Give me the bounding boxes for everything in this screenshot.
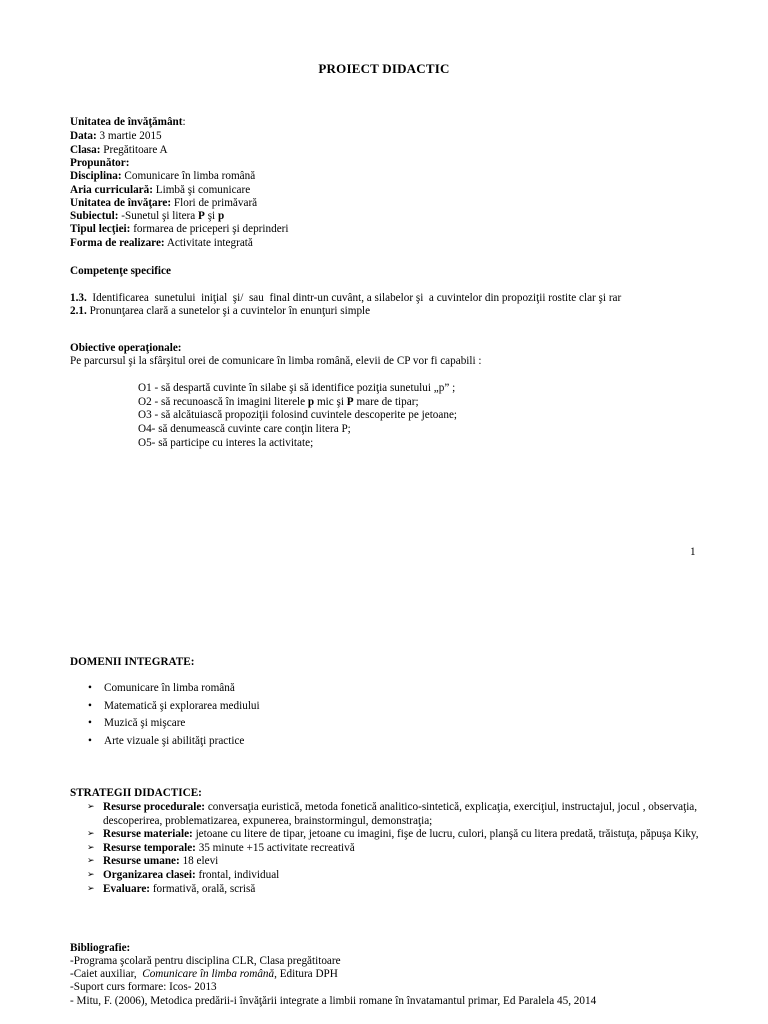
- obiective-intro: Pe parcursul şi la sfârşitul orei de comunicare în limba română, elevii de CP vor fi capabili :: [70, 355, 482, 367]
- competenta-2-1: 2.1. Pronunţarea clară a sunetelor şi a cuvintelor în enunţuri simple: [70, 305, 371, 317]
- arrow-bullet-icon: ➢: [87, 869, 95, 880]
- field-aria-curriculara: Aria curriculară: Limbă şi comunicare: [70, 184, 251, 196]
- bibliografie-item-3: -Suport curs formare: Icos- 2013: [70, 981, 217, 993]
- objective-o3: O3 - să alcătuiască propoziţii folosind cuvintele descoperite pe jetoane;: [138, 409, 458, 421]
- competente-heading: Competenţe specifice: [70, 265, 171, 277]
- bibliografie-item-1: -Programa şcolară pentru disciplina CLR, Clasa pregătitoare: [70, 955, 341, 967]
- list-item: ➢ Resurse procedurale: conversaţia euristică, metoda fonetică analitico-sintetică, explicaţia, exerciţiul, instructajul, jocul , observaţia, descoperirea, problematizarea, expunerea, brainstormingul, demonstraţia;: [87, 801, 698, 827]
- list-item: ➢ Resurse temporale: 35 minute +15 activitate recreativă: [87, 841, 355, 854]
- field-unitatea-invatare: Unitatea de învăţare: Flori de primăvară: [70, 197, 258, 209]
- bibliografie-item-4: - Mitu, F. (2006), Metodica predării-i învăţării integrate a limbii romane în învatamantul primar, Ed Paralela 45, 2014: [70, 995, 597, 1007]
- bibliografie-heading: Bibliografie:: [70, 942, 131, 954]
- field-disciplina: Disciplina: Comunicare în limba română: [70, 170, 256, 182]
- obiective-heading: Obiective operaţionale:: [70, 342, 182, 354]
- field-clasa: Clasa: Pregătitoare A: [70, 144, 168, 156]
- list-item: ➢ Evaluare: formativă, orală, scrisă: [87, 882, 256, 895]
- list-item: • Comunicare în limba română: [86, 682, 260, 700]
- strategii-heading: STRATEGII DIDACTICE:: [70, 787, 202, 799]
- bibliografie-item-2: -Caiet auxiliar, Comunicare în limba română, Editura DPH: [70, 968, 338, 980]
- list-item: ➢ Organizarea clasei: frontal, individual: [87, 868, 280, 881]
- list-item: ➢ Resurse umane: 18 elevi: [87, 855, 219, 868]
- list-item: • Muzică şi mişcare: [86, 717, 260, 735]
- arrow-bullet-icon: ➢: [87, 829, 95, 840]
- objective-o4: O4- să denumească cuvinte care conţin litera P;: [138, 423, 351, 435]
- field-subiectul: Subiectul: -Sunetul şi litera P şi p: [70, 210, 225, 222]
- list-item: ➢ Resurse materiale: jetoane cu litere de tipar, jetoane cu imagini, fişe de lucru, culori, planşă cu litera predată, trăistuţa, păpuşa Kiky,: [87, 828, 699, 841]
- arrow-bullet-icon: ➢: [87, 802, 95, 812]
- document-title: PROIECT DIDACTIC: [318, 61, 450, 76]
- objective-o5: O5- să participe cu interes la activitate;: [138, 437, 314, 449]
- arrow-bullet-icon: ➢: [87, 842, 95, 853]
- domenii-heading: DOMENII INTEGRATE:: [70, 656, 195, 668]
- field-propunator: Propunător:: [70, 157, 130, 169]
- objective-o1: O1 - să despartă cuvinte în silabe şi să identifice poziţia sunetului „p” ;: [138, 382, 456, 394]
- strategii-list: [86, 801, 706, 896]
- field-forma-realizare: Forma de realizare: Activitate integrată: [70, 237, 253, 249]
- arrow-bullet-icon: ➢: [87, 856, 95, 867]
- arrow-bullet-icon: ➢: [87, 883, 95, 894]
- field-data: Data: 3 martie 2015: [70, 130, 162, 142]
- objective-o2: O2 - să recunoască în imagini literele p mic şi P mare de tipar;: [138, 396, 419, 408]
- list-item: • Arte vizuale şi abilităţi practice: [86, 735, 260, 753]
- list-item: • Matematică şi explorarea mediului: [86, 700, 260, 718]
- page-number: 1: [690, 546, 696, 558]
- competenta-1-3: 1.3. Identificarea sunetului iniţial şi/ sau final dintr-un cuvânt, a silabelor şi a cuvintelor din propoziţii rostite clar şi rar: [70, 292, 622, 304]
- domenii-list: [86, 682, 260, 752]
- field-unitatea: Unitatea de învăţământ:: [70, 116, 186, 128]
- field-tipul-lectiei: Tipul lecţiei: formarea de priceperi şi deprinderi: [70, 223, 289, 235]
